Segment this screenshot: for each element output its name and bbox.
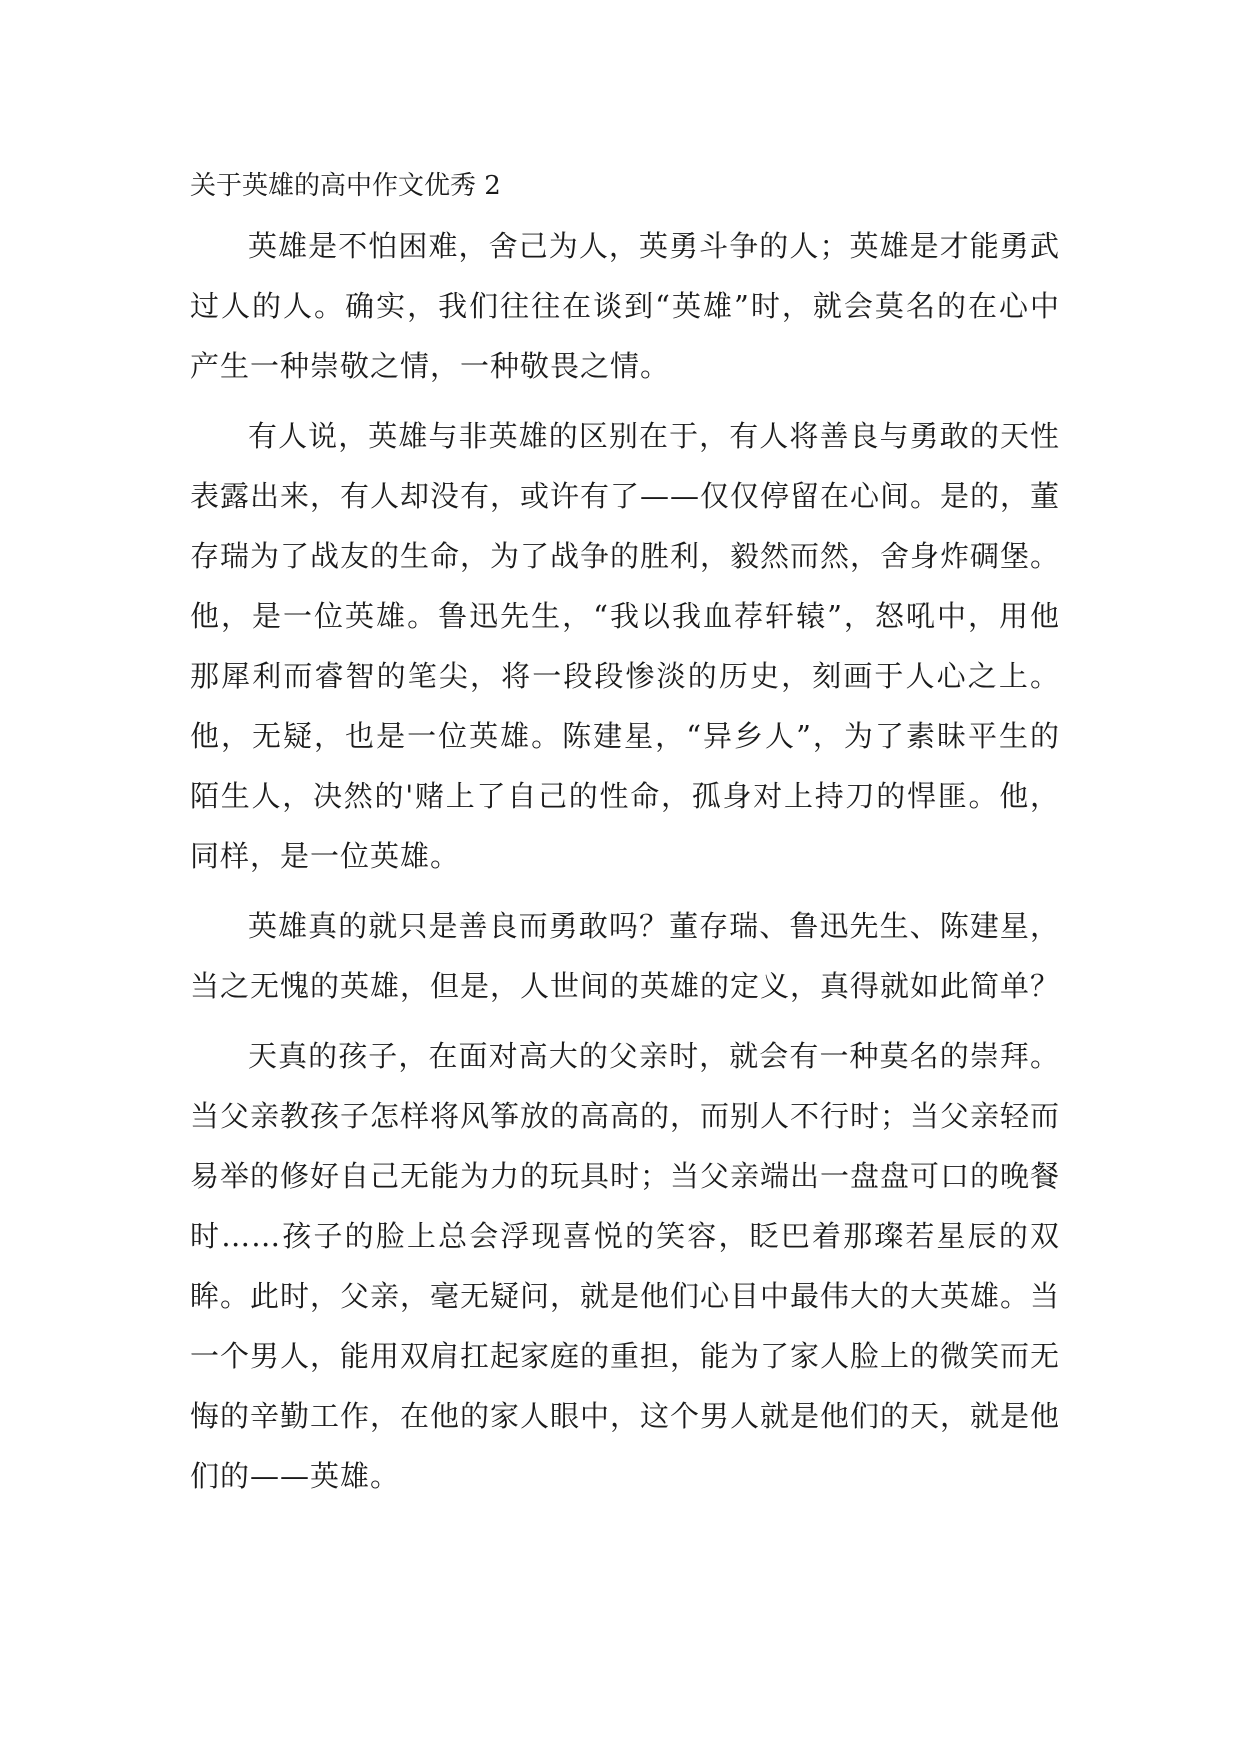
document-body	[190, 166, 1060, 1516]
paragraph-1: 英雄是不怕困难，舍己为人，英勇斗争的人；英雄是才能勇武过人的人。确实，我们往往在谈到“英雄”时，就会莫名的在心中产生一种崇敬之情，一种敬畏之情。	[190, 229, 1060, 383]
paragraph-3: 英雄真的就只是善良而勇敢吗？董存瑞、鲁迅先生、陈建星，当之无愧的英雄，但是，人世间的英雄的定义，真得就如此简单？	[190, 909, 1061, 1003]
paragraph-4: 天真的孩子，在面对高大的父亲时，就会有一种莫名的崇拜。当父亲教孩子怎样将风筝放的高高的，而别人不行时；当父亲轻而易举的修好自己无能为力的玩具时；当父亲端出一盘盘可口的晚餐时……孩子的脸上总会浮现喜悦的笑容，眨巴着那璨若星辰的双眸。此时，父亲，毫无疑问，就是他们心目中最伟大的大英雄。当一个男人，能用双肩扛起家庭的重担，能为了家人脸上的微笑而无悔的辛勤工作，在他的家人眼中，这个男人就是他们的天，就是他们的——英雄。	[190, 1039, 1061, 1493]
document-title: 关于英雄的高中作文优秀 2	[190, 171, 501, 201]
paragraph-2: 有人说，英雄与非英雄的区别在于，有人将善良与勇敢的天性表露出来，有人却没有，或许有了——仅仅停留在心间。是的，董存瑞为了战友的生命，为了战争的胜利，毅然而然，舍身炸碉堡。他，是一位英雄。鲁迅先生，“我以我血荐轩辕”，怒吼中，用他那犀利而睿智的笔尖，将一段段惨淡的历史，刻画于人心之上。他，无疑，也是一位英雄。陈建星，“异乡人”，为了素昧平生的陌生人，决然的'赌上了自己的性命，孤身对上持刀的悍匪。他，同样，是一位英雄。	[190, 419, 1061, 873]
